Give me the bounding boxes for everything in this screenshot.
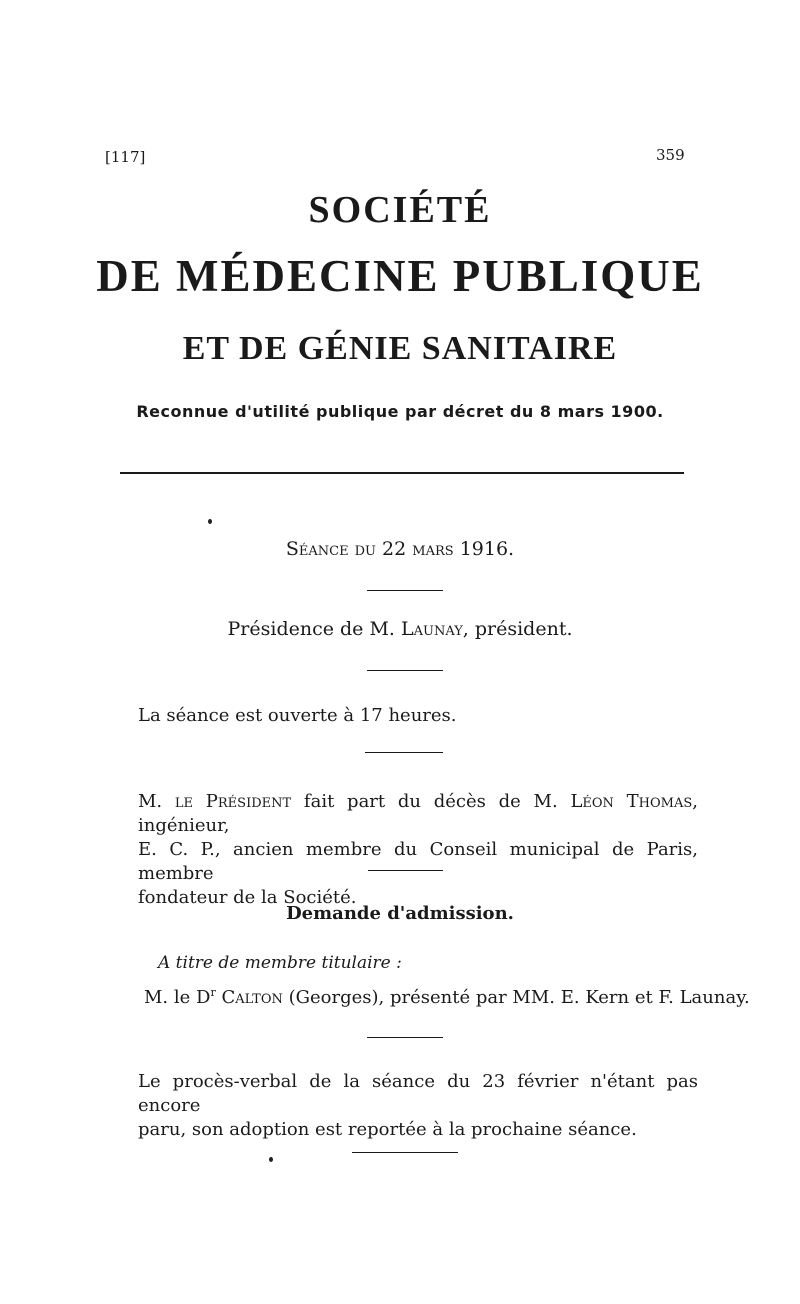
society-title-line1: SOCIÉTÉ: [308, 189, 492, 231]
divider-short: [368, 870, 443, 871]
deceased-name: Léon Thomas: [570, 791, 693, 812]
admission-category: A titre de membre titulaire :: [158, 953, 402, 973]
candidate-details: (Georges), présenté par MM. E. Kern et F. Launay.: [288, 987, 750, 1008]
announcement-text1: fait part du décès de M.: [303, 791, 558, 812]
minutes-line1: Le procès-verbal de la séance du 23 février n'étant pas encore: [138, 1071, 698, 1116]
admission-candidate: [144, 986, 750, 1008]
page-number: 359: [656, 146, 685, 164]
president-name: Launay: [401, 618, 463, 640]
recognition-decree: Reconnue d'utilité publique par décret du 8 mars 1900.: [136, 402, 664, 421]
announcement-line3: fondateur de la Société.: [138, 887, 357, 908]
speck-mark: [269, 1157, 273, 1162]
society-title-line3: ET DE GÉNIE SANITAIRE: [182, 330, 618, 367]
presidency-suffix: , président.: [462, 618, 573, 640]
presidency-line: [0, 618, 800, 640]
opening-paragraph: La séance est ouverte à 17 heures.: [138, 705, 457, 726]
candidate-name: Calton: [221, 987, 283, 1008]
announcement-line2: E. C. P., ancien membre du Conseil municipal de Paris, membre: [138, 839, 698, 884]
announcement-president: le Président: [174, 791, 292, 812]
session-heading: [0, 538, 800, 560]
divider-short: [367, 670, 443, 671]
divider-short: [367, 1037, 443, 1038]
divider-short: [365, 752, 443, 753]
announcement-line1: [138, 790, 698, 838]
minutes-paragraph: [138, 1070, 698, 1142]
admission-heading: Demande d'admission.: [286, 903, 514, 924]
candidate-title-sup: r: [210, 986, 216, 999]
speck-mark: [208, 519, 212, 524]
header-divider: [120, 472, 684, 474]
session-date: Séance du 22 mars: [285, 538, 454, 560]
candidate-prefix: M. le D: [144, 987, 211, 1008]
announcement-m: M.: [138, 791, 163, 812]
minutes-line2: paru, son adoption est reportée à la prochaine séance.: [138, 1119, 637, 1140]
page-reference: [117]: [105, 148, 146, 166]
announcement-paragraph: [138, 790, 698, 910]
divider-short: [367, 590, 443, 591]
society-title-line2: DE MÉDECINE PUBLIQUE: [96, 251, 704, 301]
announcement-line1-end: , ingénieur,: [138, 791, 698, 836]
session-year: 1916.: [459, 538, 515, 560]
presidency-text: Présidence de M.: [227, 618, 395, 640]
end-divider: [352, 1152, 458, 1153]
